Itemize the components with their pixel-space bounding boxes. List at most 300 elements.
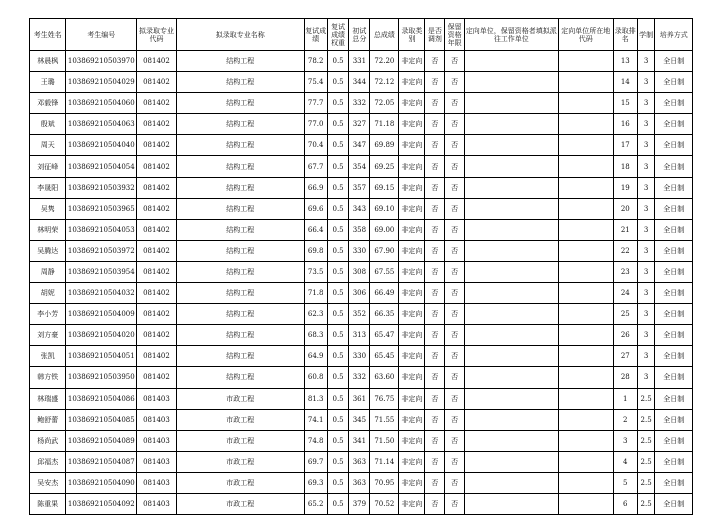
cell-employer-location: [558, 430, 613, 451]
table-row: [30, 198, 693, 219]
cell-employer-location: [558, 198, 613, 219]
cell-study-mode: 全日制: [655, 156, 693, 177]
cell-reserve-years: 否: [445, 346, 465, 367]
cell-transfer: 否: [425, 261, 445, 282]
cell-total-score: 69.15: [370, 177, 399, 198]
cell-name: 李小芳: [30, 304, 66, 325]
cell-exam-id: 103869210503954: [66, 261, 137, 282]
cell-duration: 3: [637, 304, 655, 325]
cell-admission-type: 非定向: [399, 114, 425, 135]
cell-name: 邓毅锋: [30, 93, 66, 114]
cell-transfer: 否: [425, 472, 445, 493]
cell-duration: 3: [637, 198, 655, 219]
header-transfer: 是否调剂: [425, 19, 445, 51]
cell-transfer: 否: [425, 493, 445, 514]
cell-total-score: 69.00: [370, 219, 399, 240]
header-employer-location: 定向单位所在地代码: [558, 19, 613, 51]
cell-rank: 26: [613, 325, 637, 346]
cell-exam-id: 103869210503932: [66, 177, 137, 198]
table-row: [30, 219, 693, 240]
cell-name: 胡妮: [30, 283, 66, 304]
cell-employer-location: [558, 283, 613, 304]
cell-initial-total: 332: [349, 367, 370, 388]
cell-name: 刘方豪: [30, 325, 66, 346]
cell-major-name: 结构工程: [176, 177, 304, 198]
cell-employer-location: [558, 346, 613, 367]
table-row: [30, 135, 693, 156]
cell-name: 吴安杰: [30, 472, 66, 493]
cell-employer: [464, 493, 558, 514]
cell-name: 杨尚武: [30, 430, 66, 451]
cell-rank: 15: [613, 93, 637, 114]
table-row: [30, 388, 693, 409]
cell-major-code: 081402: [137, 304, 177, 325]
cell-study-mode: 全日制: [655, 367, 693, 388]
cell-employer-location: [558, 304, 613, 325]
cell-admission-type: 非定向: [399, 409, 425, 430]
cell-retest-weight: 0.5: [327, 177, 349, 198]
table-row: [30, 93, 693, 114]
cell-major-name: 结构工程: [176, 325, 304, 346]
cell-initial-total: 313: [349, 325, 370, 346]
cell-reserve-years: 否: [445, 430, 465, 451]
cell-name: 吴腾达: [30, 240, 66, 261]
cell-duration: 3: [637, 93, 655, 114]
cell-major-code: 081403: [137, 388, 177, 409]
cell-exam-id: 103869210504009: [66, 304, 137, 325]
cell-name: 周天: [30, 135, 66, 156]
cell-duration: 3: [637, 135, 655, 156]
cell-total-score: 66.35: [370, 304, 399, 325]
table-row: [30, 409, 693, 430]
cell-retest-score: 67.7: [304, 156, 327, 177]
cell-exam-id: 103869210504040: [66, 135, 137, 156]
cell-study-mode: 全日制: [655, 72, 693, 93]
cell-transfer: 否: [425, 72, 445, 93]
cell-major-code: 081403: [137, 493, 177, 514]
cell-major-code: 081402: [137, 346, 177, 367]
cell-duration: 2.5: [637, 493, 655, 514]
header-major-name: 拟录取专业名称: [176, 19, 304, 51]
cell-duration: 2.5: [637, 409, 655, 430]
cell-total-score: 72.20: [370, 51, 399, 72]
cell-major-name: 结构工程: [176, 72, 304, 93]
cell-initial-total: 308: [349, 261, 370, 282]
cell-retest-weight: 0.5: [327, 346, 349, 367]
cell-exam-id: 103869210504032: [66, 283, 137, 304]
cell-name: 周静: [30, 261, 66, 282]
cell-name: 邱福杰: [30, 451, 66, 472]
cell-name: 林晨枫: [30, 51, 66, 72]
cell-employer: [464, 135, 558, 156]
cell-major-code: 081402: [137, 177, 177, 198]
cell-admission-type: 非定向: [399, 451, 425, 472]
cell-transfer: 否: [425, 409, 445, 430]
cell-reserve-years: 否: [445, 114, 465, 135]
header-row: [30, 19, 693, 51]
cell-retest-score: 69.3: [304, 472, 327, 493]
cell-retest-score: 71.8: [304, 283, 327, 304]
cell-name: 林瑞盛: [30, 388, 66, 409]
cell-total-score: 70.52: [370, 493, 399, 514]
cell-retest-score: 73.5: [304, 261, 327, 282]
table-row: [30, 261, 693, 282]
cell-retest-score: 69.8: [304, 240, 327, 261]
cell-major-name: 市政工程: [176, 430, 304, 451]
cell-major-name: 结构工程: [176, 51, 304, 72]
cell-admission-type: 非定向: [399, 51, 425, 72]
cell-major-code: 081402: [137, 72, 177, 93]
cell-major-name: 市政工程: [176, 472, 304, 493]
cell-exam-id: 103869210504089: [66, 430, 137, 451]
cell-retest-weight: 0.5: [327, 93, 349, 114]
cell-exam-id: 103869210503972: [66, 240, 137, 261]
cell-exam-id: 103869210504085: [66, 409, 137, 430]
cell-employer-location: [558, 472, 613, 493]
cell-admission-type: 非定向: [399, 198, 425, 219]
cell-employer-location: [558, 51, 613, 72]
cell-total-score: 65.47: [370, 325, 399, 346]
cell-initial-total: 330: [349, 346, 370, 367]
cell-study-mode: 全日制: [655, 219, 693, 240]
cell-rank: 27: [613, 346, 637, 367]
cell-reserve-years: 否: [445, 177, 465, 198]
table-row: [30, 240, 693, 261]
cell-retest-score: 66.4: [304, 219, 327, 240]
cell-study-mode: 全日制: [655, 93, 693, 114]
cell-employer-location: [558, 240, 613, 261]
cell-admission-type: 非定向: [399, 493, 425, 514]
cell-duration: 3: [637, 325, 655, 346]
cell-transfer: 否: [425, 430, 445, 451]
cell-rank: 1: [613, 388, 637, 409]
cell-major-code: 081402: [137, 135, 177, 156]
cell-rank: 28: [613, 367, 637, 388]
cell-rank: 20: [613, 198, 637, 219]
cell-major-name: 结构工程: [176, 283, 304, 304]
cell-rank: 21: [613, 219, 637, 240]
cell-employer: [464, 304, 558, 325]
cell-transfer: 否: [425, 114, 445, 135]
cell-initial-total: 379: [349, 493, 370, 514]
cell-study-mode: 全日制: [655, 451, 693, 472]
cell-study-mode: 全日制: [655, 240, 693, 261]
cell-name: 鲍舒蕾: [30, 409, 66, 430]
cell-employer-location: [558, 93, 613, 114]
cell-name: 张凯: [30, 346, 66, 367]
cell-total-score: 66.49: [370, 283, 399, 304]
cell-duration: 2.5: [637, 430, 655, 451]
cell-name: 吴隽: [30, 198, 66, 219]
cell-study-mode: 全日制: [655, 409, 693, 430]
cell-initial-total: 345: [349, 409, 370, 430]
cell-transfer: 否: [425, 93, 445, 114]
cell-rank: 4: [613, 451, 637, 472]
cell-exam-id: 103869210504063: [66, 114, 137, 135]
cell-rank: 2: [613, 409, 637, 430]
cell-study-mode: 全日制: [655, 430, 693, 451]
cell-employer: [464, 177, 558, 198]
cell-reserve-years: 否: [445, 283, 465, 304]
cell-retest-weight: 0.5: [327, 51, 349, 72]
cell-major-code: 081402: [137, 114, 177, 135]
header-initial-total: 初试总分: [349, 19, 370, 51]
cell-reserve-years: 否: [445, 135, 465, 156]
cell-study-mode: 全日制: [655, 388, 693, 409]
cell-major-name: 市政工程: [176, 451, 304, 472]
cell-reserve-years: 否: [445, 304, 465, 325]
cell-name: 李晟阳: [30, 177, 66, 198]
cell-study-mode: 全日制: [655, 493, 693, 514]
cell-major-name: 结构工程: [176, 135, 304, 156]
table-row: [30, 430, 693, 451]
cell-employer: [464, 93, 558, 114]
cell-retest-weight: 0.5: [327, 198, 349, 219]
cell-retest-score: 74.8: [304, 430, 327, 451]
cell-transfer: 否: [425, 240, 445, 261]
cell-duration: 2.5: [637, 388, 655, 409]
cell-initial-total: 363: [349, 472, 370, 493]
cell-employer: [464, 72, 558, 93]
header-retest-score: 复试成绩: [304, 19, 327, 51]
cell-retest-score: 77.0: [304, 114, 327, 135]
cell-transfer: 否: [425, 325, 445, 346]
cell-exam-id: 103869210504020: [66, 325, 137, 346]
cell-duration: 3: [637, 219, 655, 240]
admission-table: [29, 18, 693, 515]
cell-rank: 13: [613, 51, 637, 72]
cell-total-score: 72.05: [370, 93, 399, 114]
cell-retest-weight: 0.5: [327, 493, 349, 514]
cell-rank: 18: [613, 156, 637, 177]
cell-rank: 19: [613, 177, 637, 198]
cell-exam-id: 103869210504087: [66, 451, 137, 472]
cell-retest-score: 60.8: [304, 367, 327, 388]
cell-employer-location: [558, 451, 613, 472]
cell-employer: [464, 156, 558, 177]
cell-major-name: 结构工程: [176, 93, 304, 114]
table-row: [30, 346, 693, 367]
cell-rank: 5: [613, 472, 637, 493]
cell-total-score: 69.10: [370, 198, 399, 219]
cell-admission-type: 非定向: [399, 304, 425, 325]
cell-exam-id: 103869210504029: [66, 72, 137, 93]
cell-total-score: 67.90: [370, 240, 399, 261]
cell-total-score: 63.60: [370, 367, 399, 388]
cell-retest-weight: 0.5: [327, 114, 349, 135]
cell-employer-location: [558, 156, 613, 177]
cell-initial-total: 344: [349, 72, 370, 93]
cell-initial-total: 332: [349, 93, 370, 114]
cell-retest-weight: 0.5: [327, 388, 349, 409]
cell-major-code: 081402: [137, 367, 177, 388]
cell-name: 陈重果: [30, 493, 66, 514]
cell-duration: 2.5: [637, 451, 655, 472]
cell-name: 韩方铁: [30, 367, 66, 388]
cell-retest-score: 68.3: [304, 325, 327, 346]
cell-initial-total: 361: [349, 388, 370, 409]
cell-exam-id: 103869210503965: [66, 198, 137, 219]
cell-major-name: 市政工程: [176, 493, 304, 514]
cell-major-name: 结构工程: [176, 114, 304, 135]
cell-retest-weight: 0.5: [327, 261, 349, 282]
table-row: [30, 493, 693, 514]
cell-rank: 14: [613, 72, 637, 93]
cell-total-score: 69.25: [370, 156, 399, 177]
cell-major-code: 081403: [137, 430, 177, 451]
cell-retest-weight: 0.5: [327, 240, 349, 261]
table-row: [30, 51, 693, 72]
cell-name: 殷斌: [30, 114, 66, 135]
cell-retest-score: 64.9: [304, 346, 327, 367]
cell-admission-type: 非定向: [399, 156, 425, 177]
cell-major-name: 结构工程: [176, 198, 304, 219]
table-row: [30, 283, 693, 304]
cell-duration: 2.5: [637, 472, 655, 493]
cell-duration: 3: [637, 346, 655, 367]
cell-major-code: 081402: [137, 93, 177, 114]
cell-exam-id: 103869210504054: [66, 156, 137, 177]
cell-employer-location: [558, 114, 613, 135]
cell-employer-location: [558, 493, 613, 514]
cell-major-name: 结构工程: [176, 156, 304, 177]
cell-retest-weight: 0.5: [327, 156, 349, 177]
cell-major-name: 结构工程: [176, 240, 304, 261]
header-admission-type: 录取类别: [399, 19, 425, 51]
cell-study-mode: 全日制: [655, 177, 693, 198]
cell-major-code: 081402: [137, 261, 177, 282]
header-exam-id: 考生编号: [66, 19, 137, 51]
cell-reserve-years: 否: [445, 367, 465, 388]
header-total-score: 总成绩: [370, 19, 399, 51]
cell-total-score: 65.45: [370, 346, 399, 367]
cell-study-mode: 全日制: [655, 135, 693, 156]
cell-major-code: 081403: [137, 472, 177, 493]
cell-study-mode: 全日制: [655, 114, 693, 135]
cell-employer-location: [558, 135, 613, 156]
header-study-mode: 培养方式: [655, 19, 693, 51]
cell-total-score: 71.18: [370, 114, 399, 135]
cell-total-score: 71.50: [370, 430, 399, 451]
cell-study-mode: 全日制: [655, 261, 693, 282]
cell-reserve-years: 否: [445, 261, 465, 282]
cell-reserve-years: 否: [445, 409, 465, 430]
cell-total-score: 71.55: [370, 409, 399, 430]
cell-retest-weight: 0.5: [327, 367, 349, 388]
cell-name: 林明荣: [30, 219, 66, 240]
cell-rank: 22: [613, 240, 637, 261]
table-row: [30, 156, 693, 177]
cell-initial-total: 327: [349, 114, 370, 135]
cell-exam-id: 103869210504086: [66, 388, 137, 409]
cell-transfer: 否: [425, 219, 445, 240]
cell-exam-id: 103869210504092: [66, 493, 137, 514]
cell-employer-location: [558, 177, 613, 198]
cell-transfer: 否: [425, 388, 445, 409]
cell-major-name: 结构工程: [176, 261, 304, 282]
cell-employer: [464, 409, 558, 430]
table-row: [30, 325, 693, 346]
cell-employer: [464, 472, 558, 493]
cell-major-code: 081402: [137, 219, 177, 240]
cell-employer: [464, 430, 558, 451]
cell-total-score: 67.55: [370, 261, 399, 282]
cell-transfer: 否: [425, 51, 445, 72]
cell-reserve-years: 否: [445, 156, 465, 177]
cell-reserve-years: 否: [445, 219, 465, 240]
table-row: [30, 304, 693, 325]
cell-employer: [464, 346, 558, 367]
cell-retest-weight: 0.5: [327, 409, 349, 430]
cell-rank: 23: [613, 261, 637, 282]
cell-duration: 3: [637, 367, 655, 388]
cell-retest-score: 65.2: [304, 493, 327, 514]
cell-retest-weight: 0.5: [327, 325, 349, 346]
cell-transfer: 否: [425, 451, 445, 472]
cell-duration: 3: [637, 283, 655, 304]
cell-initial-total: 343: [349, 198, 370, 219]
cell-rank: 17: [613, 135, 637, 156]
cell-name: 王璐: [30, 72, 66, 93]
cell-study-mode: 全日制: [655, 198, 693, 219]
table-row: [30, 114, 693, 135]
cell-exam-id: 103869210503950: [66, 367, 137, 388]
cell-major-code: 081403: [137, 409, 177, 430]
cell-retest-weight: 0.5: [327, 219, 349, 240]
cell-retest-weight: 0.5: [327, 451, 349, 472]
cell-major-name: 结构工程: [176, 346, 304, 367]
cell-total-score: 69.89: [370, 135, 399, 156]
cell-transfer: 否: [425, 283, 445, 304]
cell-initial-total: 331: [349, 51, 370, 72]
cell-employer: [464, 451, 558, 472]
cell-employer: [464, 261, 558, 282]
cell-duration: 3: [637, 51, 655, 72]
cell-retest-score: 77.7: [304, 93, 327, 114]
cell-retest-weight: 0.5: [327, 135, 349, 156]
cell-duration: 3: [637, 114, 655, 135]
cell-study-mode: 全日制: [655, 472, 693, 493]
cell-employer: [464, 283, 558, 304]
cell-employer-location: [558, 367, 613, 388]
cell-employer-location: [558, 72, 613, 93]
cell-reserve-years: 否: [445, 93, 465, 114]
cell-reserve-years: 否: [445, 493, 465, 514]
cell-retest-score: 74.1: [304, 409, 327, 430]
cell-duration: 3: [637, 240, 655, 261]
cell-reserve-years: 否: [445, 240, 465, 261]
cell-retest-score: 62.3: [304, 304, 327, 325]
table-row: [30, 72, 693, 93]
cell-total-score: 76.75: [370, 388, 399, 409]
cell-exam-id: 103869210504060: [66, 93, 137, 114]
cell-admission-type: 非定向: [399, 283, 425, 304]
cell-duration: 3: [637, 261, 655, 282]
cell-admission-type: 非定向: [399, 177, 425, 198]
cell-retest-weight: 0.5: [327, 283, 349, 304]
table-row: [30, 177, 693, 198]
cell-duration: 3: [637, 72, 655, 93]
cell-rank: 3: [613, 430, 637, 451]
cell-exam-id: 103869210504051: [66, 346, 137, 367]
cell-study-mode: 全日制: [655, 346, 693, 367]
cell-total-score: 71.14: [370, 451, 399, 472]
cell-employer-location: [558, 325, 613, 346]
cell-exam-id: 103869210503970: [66, 51, 137, 72]
header-rank: 录取排名: [613, 19, 637, 51]
cell-major-name: 结构工程: [176, 367, 304, 388]
cell-major-name: 结构工程: [176, 219, 304, 240]
